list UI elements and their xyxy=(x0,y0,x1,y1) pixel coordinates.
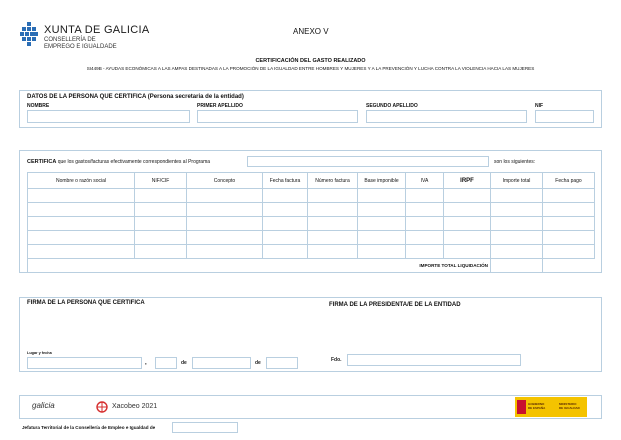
ministry-text xyxy=(559,403,580,410)
table-cell-input[interactable] xyxy=(308,231,358,245)
certify-suffix: son los siguientes: xyxy=(494,159,536,165)
president-signature-title: FIRMA DE LA PRESIDENTA/E DE LA ENTIDAD xyxy=(329,302,461,308)
office-field[interactable] xyxy=(172,422,238,433)
table-cell-input[interactable] xyxy=(187,189,263,203)
government-text xyxy=(528,403,545,410)
table-cell-input[interactable] xyxy=(308,217,358,231)
office-label: Jefatura Territorial de la Consellería de Empleo e Igualdad de xyxy=(22,425,156,430)
table-cell-input[interactable] xyxy=(135,189,187,203)
xacobeo-logo-icon xyxy=(96,401,108,413)
table-cell-input[interactable] xyxy=(491,203,543,217)
table-cell-input[interactable] xyxy=(543,231,595,245)
total-row xyxy=(28,259,595,273)
total-empty-cell xyxy=(543,259,595,273)
expenses-table xyxy=(27,172,595,273)
day-field[interactable] xyxy=(155,357,177,369)
table-cell-input[interactable] xyxy=(406,217,444,231)
table-cell-input[interactable] xyxy=(491,189,543,203)
brand-name: XUNTA DE GALICIA xyxy=(44,24,150,36)
table-row xyxy=(28,231,595,245)
table-cell-input[interactable] xyxy=(135,231,187,245)
table-cell-input[interactable] xyxy=(308,203,358,217)
comma-separator: , xyxy=(145,360,147,366)
table-cell-input[interactable] xyxy=(543,189,595,203)
table-cell-input[interactable] xyxy=(263,231,308,245)
table-cell-input[interactable] xyxy=(135,217,187,231)
table-cell-input[interactable] xyxy=(28,231,135,245)
certifier-signature-title: FIRMA DE LA PERSONA QUE CERTIFICA xyxy=(27,300,145,306)
table-cell-input[interactable] xyxy=(444,203,491,217)
ministry-line-1: MINISTERIO xyxy=(559,402,577,406)
certify-text: que los gastos/facturas efectivamente correspondientes al Programa xyxy=(56,159,211,165)
second-surname-label: SEGUNDO APELLIDO xyxy=(366,103,418,109)
spain-shield-icon xyxy=(517,400,526,414)
col-header-name: Nombre o razón social xyxy=(28,173,135,189)
government-logo xyxy=(515,397,587,417)
table-cell-input[interactable] xyxy=(491,217,543,231)
table-cell-input[interactable] xyxy=(358,245,406,259)
name-label: NOMBRE xyxy=(27,103,50,109)
program-field[interactable] xyxy=(247,156,489,167)
place-date-label: Lugar y fecha xyxy=(27,351,52,355)
table-cell-input[interactable] xyxy=(543,217,595,231)
certifier-section-title: DATOS DE LA PERSONA QUE CERTIFICA (Persona secretaria de la entidad) xyxy=(27,94,244,100)
document-title: CERTIFICACIÓN DEL GASTO REALIZADO xyxy=(255,58,366,64)
table-cell-input[interactable] xyxy=(263,245,308,259)
table-cell-input[interactable] xyxy=(444,231,491,245)
table-cell-input[interactable] xyxy=(406,203,444,217)
table-cell-input[interactable] xyxy=(135,245,187,259)
table-cell-input[interactable] xyxy=(491,245,543,259)
signer-name-field[interactable] xyxy=(347,354,521,366)
table-cell-input[interactable] xyxy=(406,245,444,259)
conselleria-line-1: CONSELLERÍA DE xyxy=(44,37,96,43)
fdo-label: Fdo. xyxy=(331,357,342,363)
certify-keyword: CERTIFICA xyxy=(27,159,57,165)
table-cell-input[interactable] xyxy=(308,189,358,203)
table-cell-input[interactable] xyxy=(263,217,308,231)
table-cell-input[interactable] xyxy=(444,217,491,231)
col-header-invoice-date: Fecha factura xyxy=(263,173,308,189)
table-cell-input[interactable] xyxy=(308,245,358,259)
table-cell-input[interactable] xyxy=(406,231,444,245)
table-cell-input[interactable] xyxy=(187,203,263,217)
certify-statement xyxy=(27,159,210,165)
nif-label: NIF xyxy=(535,103,544,109)
col-header-invoice-number: Número factura xyxy=(308,173,358,189)
table-cell-input[interactable] xyxy=(187,217,263,231)
table-cell-input[interactable] xyxy=(358,231,406,245)
total-label: IMPORTE TOTAL LIQUIDACIÓN xyxy=(419,263,488,268)
table-cell-input[interactable] xyxy=(358,189,406,203)
table-cell-input[interactable] xyxy=(444,245,491,259)
expenses-table-body xyxy=(28,189,595,259)
xunta-logo-icon xyxy=(20,22,38,50)
nif-field[interactable] xyxy=(535,110,594,123)
conselleria-name xyxy=(44,37,117,51)
table-row xyxy=(28,217,595,231)
gov-line-2: DE ESPAÑA xyxy=(528,405,546,410)
col-header-total: Importe total xyxy=(491,173,543,189)
col-header-vat: IVA xyxy=(406,173,444,189)
de-separator-1: de xyxy=(181,360,187,366)
table-cell-input[interactable] xyxy=(358,203,406,217)
month-field[interactable] xyxy=(192,357,251,369)
conselleria-line-2: EMPREGO E IGUALDADE xyxy=(44,44,117,50)
place-field[interactable] xyxy=(27,357,142,369)
col-header-payment-date: Fecha pago xyxy=(543,173,595,189)
first-surname-field[interactable] xyxy=(197,110,358,123)
table-cell-input[interactable] xyxy=(263,203,308,217)
table-cell-input[interactable] xyxy=(358,217,406,231)
table-cell-input[interactable] xyxy=(28,203,135,217)
xacobeo-logo: Xacobeo 2021 xyxy=(112,403,158,410)
table-cell-input[interactable] xyxy=(28,245,135,259)
table-row xyxy=(28,245,595,259)
col-header-taxable-base: Base imponible xyxy=(358,173,406,189)
total-amount-field[interactable] xyxy=(491,259,543,273)
col-header-nif: NIF/CIF xyxy=(135,173,187,189)
de-separator-2: de xyxy=(255,360,261,366)
table-cell-input[interactable] xyxy=(187,231,263,245)
ministry-line-2: DE IGUALDAD xyxy=(559,405,580,410)
table-cell-input[interactable] xyxy=(135,203,187,217)
total-label-cell xyxy=(28,259,491,273)
annex-label: ANEXO V xyxy=(293,27,329,36)
table-cell-input[interactable] xyxy=(263,189,308,203)
galicia-logo: galicia xyxy=(32,401,55,410)
document-subtitle: SI449B - AYUDAS ECONÓMICAS A LAS AMPAS DESTINADAS A LA PROMOCIÓN DE LA IGUALDAD ENTRE HOMBRES Y MUJERES Y A LA PREVENCIÓN Y LUCHA CONTRA LA VIOLENCIA HACIA LAS MUJERES xyxy=(86,66,535,71)
table-cell-input[interactable] xyxy=(28,189,135,203)
col-header-concept: Concepto xyxy=(187,173,263,189)
second-surname-field[interactable] xyxy=(366,110,527,123)
table-cell-input[interactable] xyxy=(28,217,135,231)
table-header-row xyxy=(28,173,595,189)
name-field[interactable] xyxy=(27,110,190,123)
gov-line-1: GOBIERNO xyxy=(528,402,545,406)
table-cell-input[interactable] xyxy=(543,245,595,259)
table-cell-input[interactable] xyxy=(491,231,543,245)
table-row xyxy=(28,203,595,217)
col-header-irpf: IRPF xyxy=(444,173,491,189)
table-row xyxy=(28,189,595,203)
table-cell-input[interactable] xyxy=(444,189,491,203)
first-surname-label: PRIMER APELLIDO xyxy=(197,103,243,109)
table-cell-input[interactable] xyxy=(187,245,263,259)
table-cell-input[interactable] xyxy=(406,189,444,203)
year-field[interactable] xyxy=(266,357,298,369)
table-cell-input[interactable] xyxy=(543,203,595,217)
